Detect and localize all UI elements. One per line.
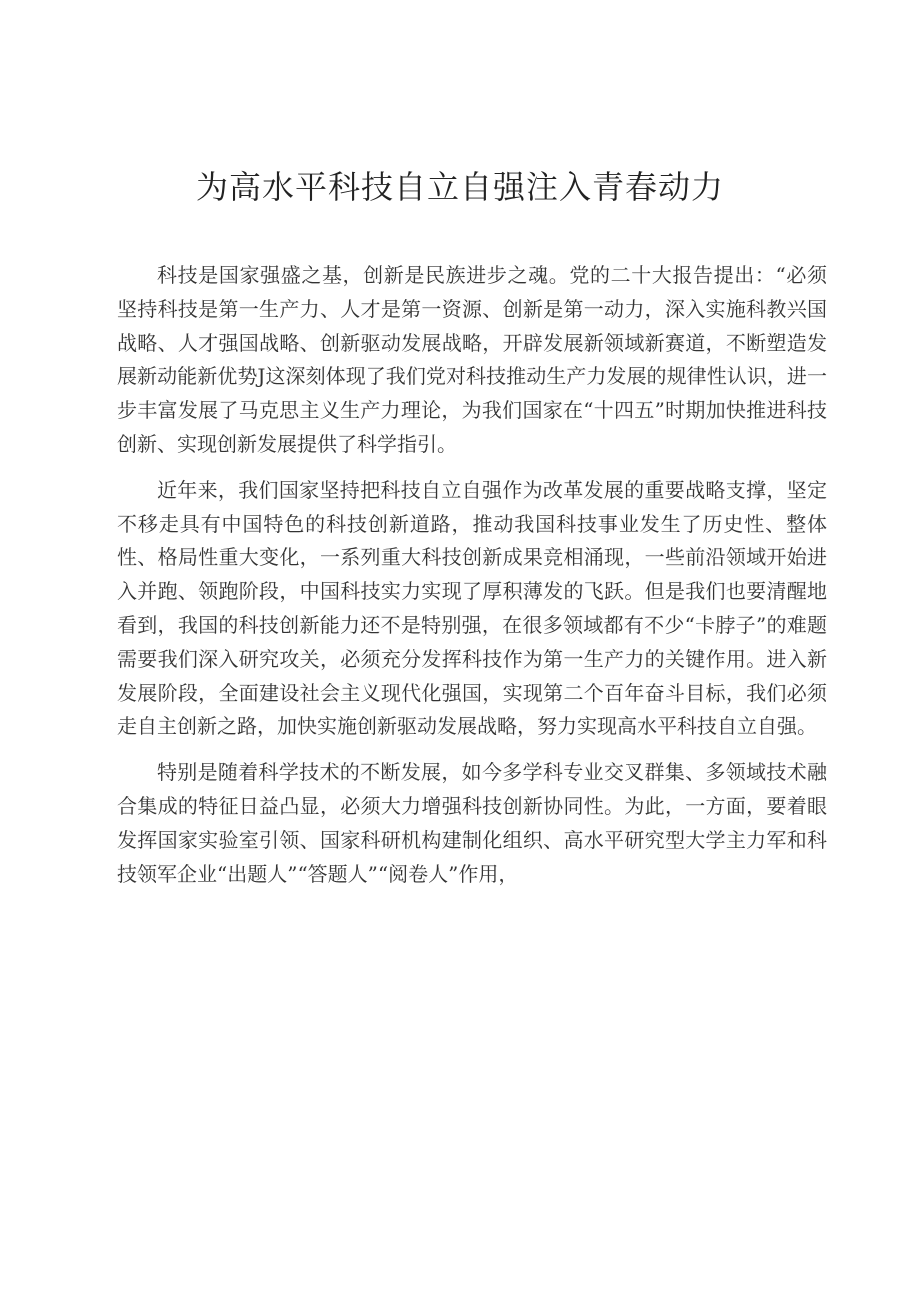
document-title: 为高水平科技自立自强注入青春动力 xyxy=(195,168,724,206)
paragraph-3: 特别是随着科学技术的不断发展，如今多学科专业交叉群集、多领域技术融合集成的特征日益凸显，必须大力增强科技创新协同性。为此，一方面，要着眼发挥国家实验室引领、国家科研机构建制化组织、高水平研究型大学主力军和科技领军企业“出题人”“答题人”“阅卷人”作用， xyxy=(117,760,827,886)
paragraph-2: 近年来，我们国家坚持把科技自立自强作为改革发展的重要战略支撑，坚定不移走具有中国特色的科技创新道路，推动我国科技事业发生了历史性、整体性、格局性重大变化，一系列重大科技创新成果竞相涌现，一些前沿领域开始进入并跑、领跑阶段，中国科技实力实现了厚积薄发的飞跃。但是我们也要清醒地看到，我国的科技创新能力还不是特别强，在很多领域都有不少“卡脖子”的难题需要我们深入研究攻关，必须充分发挥科技作为第一生产力的关键作用。进入新发展阶段，全面建设社会主义现代化强国，实现第二个百年奋斗目标，我们必须走自主创新之路，加快实施创新驱动发展战略，努力实现高水平科技自立自强。 xyxy=(117,477,827,739)
paragraph-1: 科技是国家强盛之基，创新是民族进步之魂。党的二十大报告提出：“必须坚持科技是第一生产力、人才是第一资源、创新是第一动力，深入实施科教兴国战略、人才强国战略、创新驱动发展战略，开辟发展新领域新赛道，不断塑造发展新动能新优势J这深刻体现了我们党对科技推动生产力发展的规律性认识，进一步丰富发展了马克思主义生产力理论，为我们国家在“十四五”时期加快推进科技创新、实现创新发展提供了科学指引。 xyxy=(117,263,827,456)
document-body xyxy=(117,259,827,903)
